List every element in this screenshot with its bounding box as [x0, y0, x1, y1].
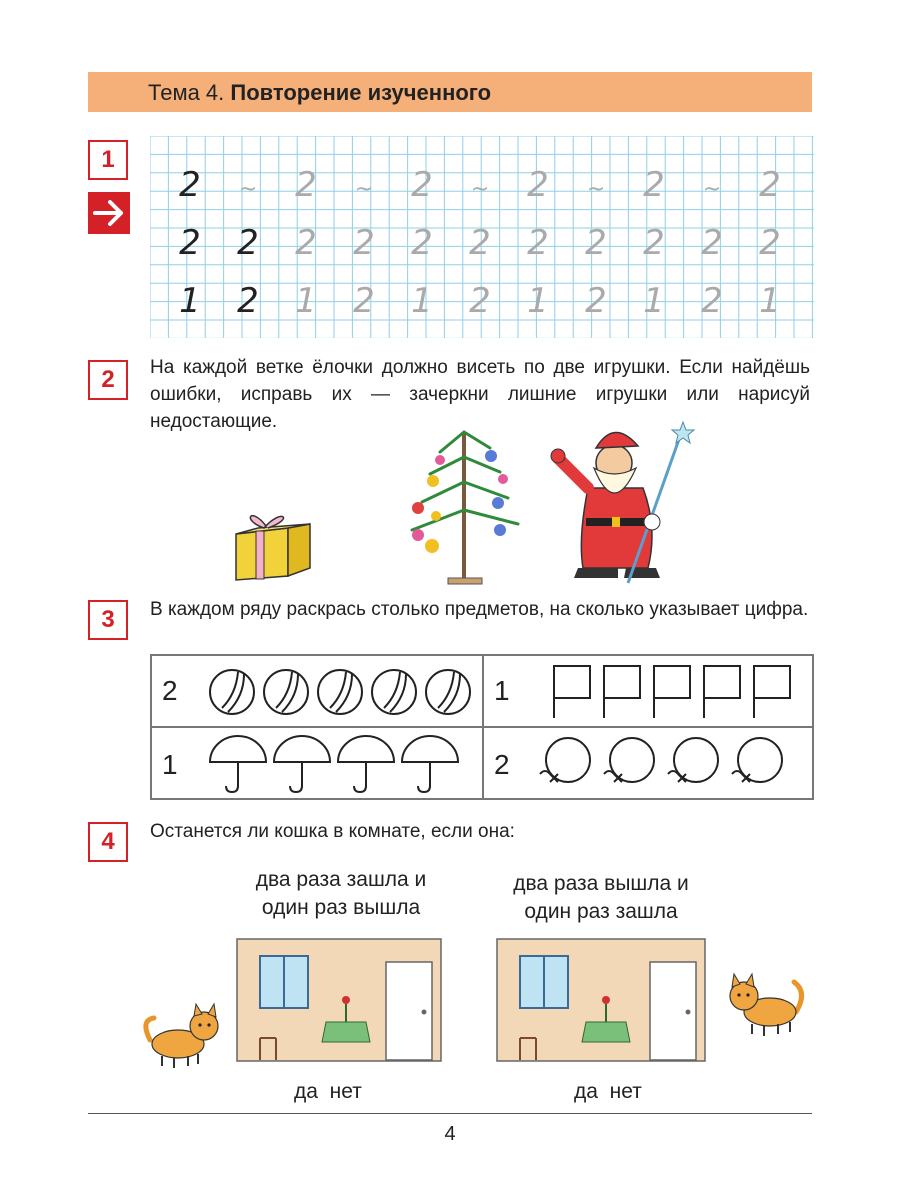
copybook-digit: ~ — [238, 177, 258, 202]
copybook-digit: 1 — [411, 281, 433, 321]
copybook-digit: 1 — [179, 281, 201, 321]
balloon-icon — [540, 738, 590, 782]
copybook-digit: 2 — [701, 281, 723, 321]
left-caption-line1: два раза зашла и — [255, 868, 427, 891]
copybook-digit: 2 — [585, 223, 607, 263]
umbrella-icon — [338, 736, 394, 792]
copybook-digit: 1 — [759, 281, 781, 321]
copybook-digit: 2 — [469, 223, 491, 263]
left-caption-line2: один раз вышла — [261, 896, 421, 919]
copybook-digit: 2 — [759, 165, 781, 205]
ball-icon — [210, 670, 254, 714]
santa-claus-icon — [548, 418, 698, 593]
cat-icon — [130, 1000, 230, 1075]
ball-row — [206, 666, 476, 723]
copybook-digit: 2 — [411, 165, 433, 205]
ball-icon — [426, 670, 470, 714]
copybook-digit: 2 — [237, 223, 259, 263]
balloon-row — [536, 734, 806, 799]
copybook-digit: 2 — [527, 165, 549, 205]
christmas-tree-icon — [400, 412, 530, 597]
balloon-icon — [732, 738, 782, 782]
room-picture-right — [496, 938, 706, 1067]
task-number-2: 2 — [88, 360, 128, 400]
copybook-digit: 2 — [295, 165, 317, 205]
copybook-digit: ~ — [586, 177, 606, 202]
room-picture-left — [236, 938, 442, 1067]
flag-icon — [654, 666, 690, 718]
topic-title-text: Повторение изученного — [230, 80, 492, 105]
copybook-digit: 2 — [411, 223, 433, 263]
right-answer — [574, 1080, 642, 1104]
umbrella-icon — [210, 736, 266, 792]
right-caption — [484, 870, 718, 926]
cell-digit: 1 — [162, 749, 178, 780]
gift-box-icon — [226, 506, 316, 586]
ball-icon — [372, 670, 416, 714]
umbrella-row — [204, 732, 474, 799]
copybook-digit: 2 — [585, 281, 607, 321]
right-caption-line2: один раз зашла — [524, 900, 678, 923]
copybook-digit: ~ — [702, 177, 722, 202]
task2-text: На каждой ветке ёлочки должно висеть по две игрушки. Если найдёшь ошибки, исправь их — зачеркни лишние игрушки или нарисуй недостающие. — [150, 357, 810, 432]
copybook-digit: ~ — [470, 177, 490, 202]
ball-icon — [318, 670, 362, 714]
copybook-digit: 2 — [527, 223, 549, 263]
flag-icon — [754, 666, 790, 718]
flag-icon — [704, 666, 740, 718]
copybook-digit: 2 — [643, 165, 665, 205]
topic-prefix: Тема 4. — [148, 80, 225, 105]
coloring-table — [150, 654, 814, 800]
copybook-digit: 1 — [527, 281, 549, 321]
flag-row — [548, 662, 808, 727]
cell-digit: 1 — [494, 675, 510, 706]
left-answer — [294, 1080, 362, 1104]
ball-icon — [264, 670, 308, 714]
task-number-1: 1 — [88, 140, 128, 180]
copybook-grid — [150, 136, 814, 338]
footer-divider — [88, 1113, 812, 1114]
cell-digit: 2 — [162, 675, 178, 706]
page-number: 4 — [444, 1123, 456, 1145]
balloon-icon — [604, 738, 654, 782]
flag-icon — [604, 666, 640, 718]
copybook-digit: 2 — [237, 281, 259, 321]
right-answer-no[interactable]: нет — [609, 1080, 642, 1103]
left-answer-no[interactable]: нет — [329, 1080, 362, 1103]
task-number-4: 4 — [88, 822, 128, 862]
copybook-digit: 2 — [643, 223, 665, 263]
copybook-digit: 1 — [643, 281, 665, 321]
copybook-digit: 1 — [295, 281, 317, 321]
copybook-digit: 2 — [179, 165, 201, 205]
left-caption — [226, 866, 456, 922]
copybook-digit: 2 — [701, 223, 723, 263]
cell-digit: 2 — [494, 749, 510, 780]
task3-text: В каждом ряду раскрась столько предметов, на сколько указывает цифра. — [150, 599, 809, 620]
right-caption-line1: два раза вышла и — [513, 872, 689, 895]
copybook-digit: ~ — [354, 177, 374, 202]
flag-icon — [554, 666, 590, 718]
task4-text: Останется ли кошка в комнате, если она: — [150, 821, 515, 842]
cat-icon — [716, 972, 816, 1047]
balloon-icon — [668, 738, 718, 782]
task-number-3: 3 — [88, 600, 128, 640]
copybook-digit: 2 — [179, 223, 201, 263]
copybook-digit: 2 — [469, 281, 491, 321]
umbrella-icon — [274, 736, 330, 792]
copybook-digit: 2 — [353, 281, 375, 321]
topic-title — [148, 80, 491, 106]
right-arrow-icon — [88, 192, 130, 234]
copybook-digit: 2 — [759, 223, 781, 263]
umbrella-icon — [402, 736, 458, 792]
copybook-digit: 2 — [353, 223, 375, 263]
copybook-digit: 2 — [295, 223, 317, 263]
right-answer-yes[interactable]: да — [574, 1080, 598, 1103]
left-answer-yes[interactable]: да — [294, 1080, 318, 1103]
